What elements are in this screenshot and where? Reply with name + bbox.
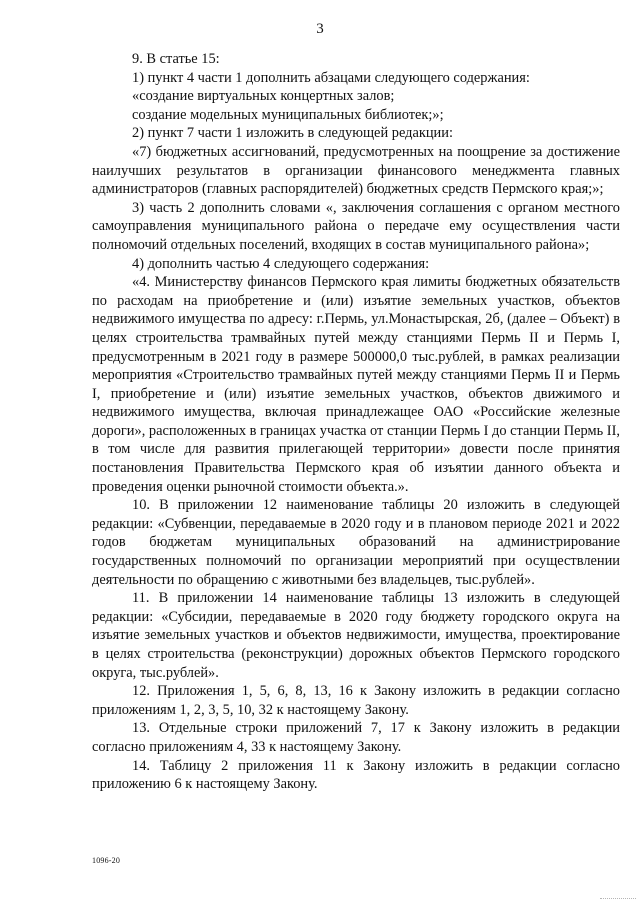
paragraph: 10. В приложении 12 наименование таблицы 20 изложить в следующей редакции: «Субвенции, передаваемые в 2020 году и в плановом периоде 2021 и 2022 годов бюджетам муниципальных образований на администрирование государственных полномочий по организации мероприятий при осуществлении деятельности по обращению с животными без владельцев, тыс.рублей». xyxy=(92,497,620,588)
paragraph: создание модельных муниципальных библиотек;»; xyxy=(132,106,444,123)
page-number: 3 xyxy=(316,21,324,37)
paragraph: 14. Таблицу 2 приложения 11 к Закону изложить в редакции согласно приложению 6 к настоящему Закону. xyxy=(92,757,620,793)
document-body xyxy=(92,50,620,794)
paragraph: 9. В статье 15: xyxy=(132,51,220,67)
paragraph: 11. В приложении 14 наименование таблицы 13 изложить в следующей редакции: «Субсидии, передаваемые в 2020 году бюджету городского округа на изъятие земельных участков и объектов недвижимости, имущества, проектирование в целях строительства (реконструкции) дорожных объектов Пермского городского округа, тыс.рублей». xyxy=(92,590,620,681)
paragraph: 1) пункт 4 части 1 дополнить абзацами следующего содержания: xyxy=(132,69,530,86)
paragraph: 12. Приложения 1, 5, 6, 8, 13, 16 к Закону изложить в редакции согласно приложениям 1, 2, 3, 5, 10, 32 к настоящему Закону. xyxy=(92,683,620,718)
paragraph: 4) дополнить частью 4 следующего содержания: xyxy=(132,255,430,272)
scan-artifact xyxy=(600,895,636,899)
document-code: 1096-20 xyxy=(92,856,121,865)
paragraph: «4. Министерству финансов Пермского края лимиты бюджетных обязательств по расходам на приобретение и (или) изъятие земельных участков, объектов недвижимого имущества по адресу: г.Пермь, ул.Монастырская, 2б, (далее – Объект) в целях строительства трамвайных путей между станциями Пермь II и Пермь I, предусмотренным в 2021 году в размере 500000,0 тыс.рублей, в рамках реализации мероприятия «Строительство трамвайных путей между станциями Пермь II и Пермь I, приобретение и (или) изъятие земельных участков, объектов движимого и недвижимого имущества, включая принадлежащее ОАО «Российские железные дороги», расположенных в границах участка от станции Пермь I до станции Пермь II, в том числе для развития прилегающей территории» довести после принятия постановления Правительства Пермского края об изъятии данного объекта и проведения оценки рыночной стоимости объекта.». xyxy=(92,274,620,495)
paragraph: 3) часть 2 дополнить словами «, заключения соглашения с органом местного самоуправления муниципального района о передаче ему осуществления части полномочий отдельных поселений, входящих в состав муниципального района»; xyxy=(92,199,620,253)
paragraph: 13. Отдельные строки приложений 7, 17 к Закону изложить в редакции согласно приложениям 4, 33 к настоящему Закону. xyxy=(92,720,620,755)
paragraph: 2) пункт 7 части 1 изложить в следующей редакции: xyxy=(132,125,453,142)
paragraph: «создание виртуальных концертных залов; xyxy=(132,88,395,105)
paragraph: «7) бюджетных ассигнований, предусмотренных на поощрение за достижение наилучших результатов в организации финансового менеджмента главных администраторов (главных распорядителей) бюджетных средств Пермского края;»; xyxy=(92,143,620,198)
